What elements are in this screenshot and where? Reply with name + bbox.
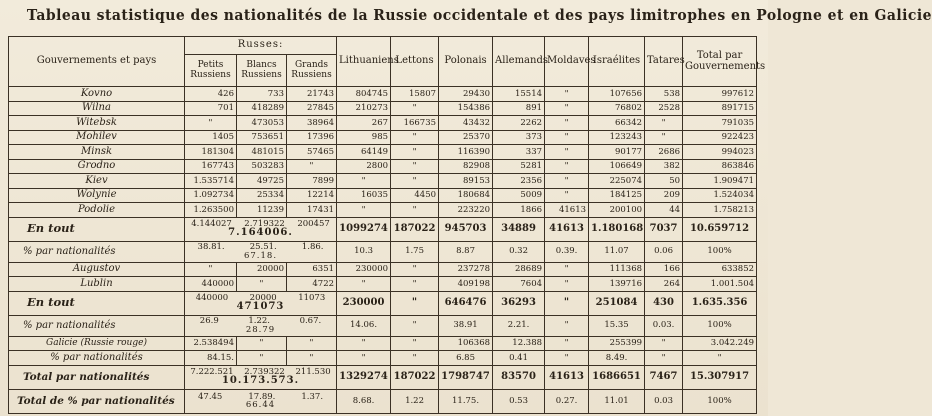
- value-cell: 28689: [493, 262, 545, 277]
- value-cell: 1.635.356: [683, 291, 757, 315]
- russes-total: 66.44: [245, 400, 276, 410]
- header-israelites: Israélites: [589, 37, 645, 87]
- table-row: [9, 174, 757, 189]
- value-cell: 11239: [237, 203, 287, 218]
- value-cell: ": [391, 291, 439, 315]
- table-row: [9, 130, 757, 145]
- value-cell: ": [391, 174, 439, 189]
- value-cell: 187022: [391, 217, 439, 241]
- value-cell: 0.39.: [545, 241, 589, 262]
- russes-total: 67.18.: [243, 250, 278, 261]
- value-cell: 473053: [237, 116, 287, 131]
- value-cell: 166: [645, 262, 683, 277]
- value-cell: 100%: [683, 389, 757, 413]
- value-cell: ": [287, 159, 337, 174]
- value-cell: 382: [645, 159, 683, 174]
- value-cell: 25334: [237, 188, 287, 203]
- header-tatares: Tatares: [645, 37, 683, 87]
- value-cell: 1.535714: [185, 174, 237, 189]
- header-lettons: Lettons: [391, 37, 439, 87]
- value-cell: 106368: [439, 336, 493, 351]
- row-label: En tout: [9, 217, 185, 241]
- value-cell: ": [545, 262, 589, 277]
- russes-group-cell: [185, 241, 337, 262]
- value-cell: 503283: [237, 159, 287, 174]
- value-cell: 82908: [439, 159, 493, 174]
- value-cell: 267: [337, 116, 391, 131]
- value-cell: 418289: [237, 101, 287, 116]
- value-cell: 123243: [589, 130, 645, 145]
- value-cell: ": [645, 351, 683, 366]
- value-cell: 76802: [589, 101, 645, 116]
- value-cell: 14.06.: [337, 315, 391, 336]
- value-cell: 66342: [589, 116, 645, 131]
- value-cell: 1.22.: [248, 316, 270, 326]
- value-cell: 11.01: [589, 389, 645, 413]
- value-cell: 1.75: [391, 241, 439, 262]
- table-row: [9, 101, 757, 116]
- value-cell: ": [391, 262, 439, 277]
- value-cell: ": [337, 277, 391, 292]
- value-cell: 16035: [337, 188, 391, 203]
- value-cell: 84.15.: [185, 351, 237, 366]
- value-cell: ": [337, 336, 391, 351]
- russes-total: 7.164006.: [228, 227, 293, 239]
- value-cell: 12.388: [493, 336, 545, 351]
- value-cell: 255399: [589, 336, 645, 351]
- value-cell: 15.307917: [683, 365, 757, 389]
- value-cell: 237278: [439, 262, 493, 277]
- row-label: Augustov: [9, 262, 185, 277]
- header-polonais: Polonais: [439, 37, 493, 87]
- value-cell: 7037: [645, 217, 683, 241]
- value-cell: 0.27.: [545, 389, 589, 413]
- value-cell: 4.144027: [191, 218, 232, 229]
- value-cell: 251084: [589, 291, 645, 315]
- entout-row-1: [9, 217, 757, 241]
- value-cell: ": [391, 351, 439, 366]
- value-cell: 26.9: [199, 316, 219, 326]
- value-cell: 4722: [287, 277, 337, 292]
- value-cell: ": [185, 262, 237, 277]
- value-cell: 791035: [683, 116, 757, 131]
- value-cell: 29430: [439, 87, 493, 102]
- value-cell: 0.06: [645, 241, 683, 262]
- value-cell: 1.263500: [185, 203, 237, 218]
- value-cell: ": [545, 277, 589, 292]
- value-cell: ": [391, 145, 439, 160]
- value-cell: 1.86.: [301, 242, 324, 252]
- value-cell: 6.85: [439, 351, 493, 366]
- value-cell: 1.22: [391, 389, 439, 413]
- value-cell: 0.67.: [299, 316, 322, 326]
- value-cell: 181304: [185, 145, 237, 160]
- value-cell: ": [287, 351, 337, 366]
- value-cell: 0.03.: [645, 315, 683, 336]
- value-cell: 997612: [683, 87, 757, 102]
- block-gouvernements-1: [9, 87, 757, 218]
- value-cell: 106649: [589, 159, 645, 174]
- value-cell: 38964: [287, 116, 337, 131]
- value-cell: 25370: [439, 130, 493, 145]
- value-cell: 2528: [645, 101, 683, 116]
- table-row: [9, 188, 757, 203]
- value-cell: ": [545, 336, 589, 351]
- total-row: [9, 365, 757, 389]
- value-cell: 2.719322: [244, 218, 285, 229]
- value-cell: 1.001.504: [683, 277, 757, 292]
- value-cell: 27845: [287, 101, 337, 116]
- row-label: Grodno: [9, 159, 185, 174]
- page-title: Tableau statistique des nationalités de la Russie occidentale et des pays limitrophes en Pologne et en Galicie: [26, 6, 932, 24]
- value-cell: 25.51.: [249, 242, 277, 252]
- header-lithuaniens: Lithuaniens: [337, 37, 391, 87]
- value-cell: 211.530: [295, 366, 331, 377]
- value-cell: 5281: [493, 159, 545, 174]
- value-cell: 8.49.: [589, 351, 645, 366]
- value-cell: 209: [645, 188, 683, 203]
- value-cell: 41613: [545, 217, 589, 241]
- value-cell: ": [545, 351, 589, 366]
- row-label: Podolie: [9, 203, 185, 218]
- russes-total: 10.173.573.: [221, 375, 300, 387]
- value-cell: 15.35: [589, 315, 645, 336]
- value-cell: 100%: [683, 315, 757, 336]
- value-cell: 891: [493, 101, 545, 116]
- value-cell: 166735: [391, 116, 439, 131]
- table-row: [9, 116, 757, 131]
- row-label: En tout: [9, 291, 185, 315]
- value-cell: 44: [645, 203, 683, 218]
- header-petits-russiens: Petits Russiens: [185, 55, 237, 87]
- value-cell: ": [545, 101, 589, 116]
- value-cell: ": [545, 145, 589, 160]
- value-cell: 17.89.: [248, 391, 276, 402]
- russes-group-cell: [185, 315, 337, 336]
- value-cell: 100%: [683, 241, 757, 262]
- value-cell: 11073: [298, 292, 326, 303]
- value-cell: 1686651: [589, 365, 645, 389]
- value-cell: 1405: [185, 130, 237, 145]
- value-cell: 985: [337, 130, 391, 145]
- row-label: Total de % par nationalités: [9, 389, 185, 413]
- value-cell: 426: [185, 87, 237, 102]
- value-cell: 1.758213: [683, 203, 757, 218]
- value-cell: 2.739322: [244, 366, 285, 377]
- header-gouvernements: Gouvernements et pays: [9, 37, 185, 87]
- header-total: Total par Gouvernements: [683, 37, 757, 87]
- value-cell: 440000: [195, 292, 229, 303]
- value-cell: 11.75.: [439, 389, 493, 413]
- row-label: % par nationalités: [9, 315, 185, 336]
- value-cell: 753651: [237, 130, 287, 145]
- table-row: [9, 203, 757, 218]
- value-cell: ": [645, 116, 683, 131]
- value-cell: 922423: [683, 130, 757, 145]
- value-cell: 430: [645, 291, 683, 315]
- value-cell: 0.03: [645, 389, 683, 413]
- value-cell: 167743: [185, 159, 237, 174]
- value-cell: 2262: [493, 116, 545, 131]
- value-cell: 6351: [287, 262, 337, 277]
- value-cell: 1866: [493, 203, 545, 218]
- value-cell: 15514: [493, 87, 545, 102]
- value-cell: 41613: [545, 203, 589, 218]
- value-cell: 1798747: [439, 365, 493, 389]
- value-cell: 1329274: [337, 365, 391, 389]
- value-cell: 538: [645, 87, 683, 102]
- value-cell: 90177: [589, 145, 645, 160]
- value-cell: 116390: [439, 145, 493, 160]
- value-cell: 47.45: [198, 391, 223, 402]
- value-cell: 2.21.: [493, 315, 545, 336]
- row-label: Mohilev: [9, 130, 185, 145]
- value-cell: 36293: [493, 291, 545, 315]
- table-row: [9, 277, 757, 292]
- value-cell: 223220: [439, 203, 493, 218]
- value-cell: 50: [645, 174, 683, 189]
- value-cell: ": [337, 351, 391, 366]
- value-cell: 2356: [493, 174, 545, 189]
- row-label: Wilna: [9, 101, 185, 116]
- statistics-table: [8, 36, 766, 414]
- value-cell: 64149: [337, 145, 391, 160]
- value-cell: ": [237, 351, 287, 366]
- row-label: Minsk: [9, 145, 185, 160]
- table-row: [9, 87, 757, 102]
- value-cell: 34889: [493, 217, 545, 241]
- value-cell: ": [645, 130, 683, 145]
- russes-group-cell: [185, 217, 337, 241]
- value-cell: 701: [185, 101, 237, 116]
- value-cell: 21743: [287, 87, 337, 102]
- value-cell: ": [545, 87, 589, 102]
- value-cell: ": [545, 291, 589, 315]
- russes-group-cell: [185, 365, 337, 389]
- value-cell: 646476: [439, 291, 493, 315]
- value-cell: ": [185, 116, 237, 131]
- value-cell: 994023: [683, 145, 757, 160]
- russes-group-cell: [185, 291, 337, 315]
- value-cell: 4450: [391, 188, 439, 203]
- header-row-top: [9, 37, 757, 55]
- value-cell: 107656: [589, 87, 645, 102]
- value-cell: 1.092734: [185, 188, 237, 203]
- value-cell: 230000: [337, 262, 391, 277]
- value-cell: 8.68.: [337, 389, 391, 413]
- value-cell: ": [391, 101, 439, 116]
- value-cell: ": [545, 159, 589, 174]
- value-cell: 154386: [439, 101, 493, 116]
- value-cell: 440000: [185, 277, 237, 292]
- header-blancs-russiens: Blancs Russiens: [237, 55, 287, 87]
- value-cell: 733: [237, 87, 287, 102]
- row-label: Wolynie: [9, 188, 185, 203]
- value-cell: 38.91: [439, 315, 493, 336]
- value-cell: ": [545, 130, 589, 145]
- row-label: Total par nationalités: [9, 365, 185, 389]
- block-gouvernements-2: [9, 262, 757, 291]
- value-cell: 184125: [589, 188, 645, 203]
- table-row: [9, 145, 757, 160]
- value-cell: 7.222.521: [190, 366, 234, 377]
- pct-row-2: [9, 315, 757, 336]
- value-cell: 1099274: [337, 217, 391, 241]
- header-russes: Russes:: [185, 37, 337, 55]
- value-cell: 7899: [287, 174, 337, 189]
- value-cell: 187022: [391, 365, 439, 389]
- value-cell: ": [237, 336, 287, 351]
- value-cell: 1.524034: [683, 188, 757, 203]
- value-cell: 10.659712: [683, 217, 757, 241]
- value-cell: 12214: [287, 188, 337, 203]
- value-cell: 1.180168: [589, 217, 645, 241]
- value-cell: 7467: [645, 365, 683, 389]
- header-allemands: Allemands: [493, 37, 545, 87]
- value-cell: ": [237, 277, 287, 292]
- value-cell: ": [645, 336, 683, 351]
- value-cell: 230000: [337, 291, 391, 315]
- value-cell: 5009: [493, 188, 545, 203]
- value-cell: ": [545, 116, 589, 131]
- value-cell: ": [287, 336, 337, 351]
- value-cell: 0.32: [493, 241, 545, 262]
- value-cell: 57465: [287, 145, 337, 160]
- value-cell: 8.87: [439, 241, 493, 262]
- value-cell: 11.07: [589, 241, 645, 262]
- value-cell: ": [545, 188, 589, 203]
- pct-row-1: [9, 241, 757, 262]
- value-cell: 409198: [439, 277, 493, 292]
- value-cell: 2.538494: [185, 336, 237, 351]
- value-cell: ": [545, 174, 589, 189]
- table-row: [9, 262, 757, 277]
- entout-row-2: [9, 291, 757, 315]
- value-cell: ": [391, 277, 439, 292]
- value-cell: 2800: [337, 159, 391, 174]
- value-cell: ": [391, 203, 439, 218]
- value-cell: ": [683, 351, 757, 366]
- value-cell: 20000: [237, 262, 287, 277]
- value-cell: 17396: [287, 130, 337, 145]
- value-cell: 0.53: [493, 389, 545, 413]
- value-cell: 7604: [493, 277, 545, 292]
- value-cell: 225074: [589, 174, 645, 189]
- value-cell: 200100: [589, 203, 645, 218]
- value-cell: ": [337, 203, 391, 218]
- value-cell: 20000: [249, 292, 277, 303]
- value-cell: 945703: [439, 217, 493, 241]
- value-cell: 0.41: [493, 351, 545, 366]
- row-label: % par nationalités: [9, 351, 185, 366]
- value-cell: 481015: [237, 145, 287, 160]
- pct-row-3: [9, 351, 757, 366]
- value-cell: 10.3: [337, 241, 391, 262]
- row-label: Galicie (Russie rouge): [9, 336, 185, 351]
- value-cell: 863846: [683, 159, 757, 174]
- row-label: Kovno: [9, 87, 185, 102]
- value-cell: ": [337, 174, 391, 189]
- russes-total: 28.79: [245, 324, 276, 335]
- value-cell: 139716: [589, 277, 645, 292]
- value-cell: ": [391, 315, 439, 336]
- value-cell: 337: [493, 145, 545, 160]
- row-label: % par nationalités: [9, 241, 185, 262]
- row-label: Kiev: [9, 174, 185, 189]
- value-cell: 111368: [589, 262, 645, 277]
- row-label: Witebsk: [9, 116, 185, 131]
- value-cell: 38.81.: [197, 242, 225, 252]
- table-row: [9, 159, 757, 174]
- value-cell: 49725: [237, 174, 287, 189]
- value-cell: 200457: [297, 218, 330, 229]
- header-moldaves: Moldaves: [545, 37, 589, 87]
- header-grands-russiens: Grands Russiens: [287, 55, 337, 87]
- value-cell: 89153: [439, 174, 493, 189]
- value-cell: ": [391, 336, 439, 351]
- value-cell: 633852: [683, 262, 757, 277]
- value-cell: 15807: [391, 87, 439, 102]
- value-cell: 1.909471: [683, 174, 757, 189]
- value-cell: 891715: [683, 101, 757, 116]
- galicie-row: [9, 336, 757, 351]
- value-cell: 373: [493, 130, 545, 145]
- value-cell: ": [391, 130, 439, 145]
- value-cell: ": [391, 159, 439, 174]
- value-cell: 3.042.249: [683, 336, 757, 351]
- total-pct-row: [9, 389, 757, 413]
- value-cell: 264: [645, 277, 683, 292]
- value-cell: ": [545, 315, 589, 336]
- value-cell: 83570: [493, 365, 545, 389]
- value-cell: 210273: [337, 101, 391, 116]
- value-cell: 804745: [337, 87, 391, 102]
- value-cell: 17431: [287, 203, 337, 218]
- value-cell: 1.37.: [301, 391, 324, 402]
- value-cell: 2686: [645, 145, 683, 160]
- value-cell: 43432: [439, 116, 493, 131]
- value-cell: 41613: [545, 365, 589, 389]
- russes-total: 471073: [236, 301, 285, 313]
- row-label: Lublin: [9, 277, 185, 292]
- value-cell: 180684: [439, 188, 493, 203]
- russes-group-cell: [185, 389, 337, 413]
